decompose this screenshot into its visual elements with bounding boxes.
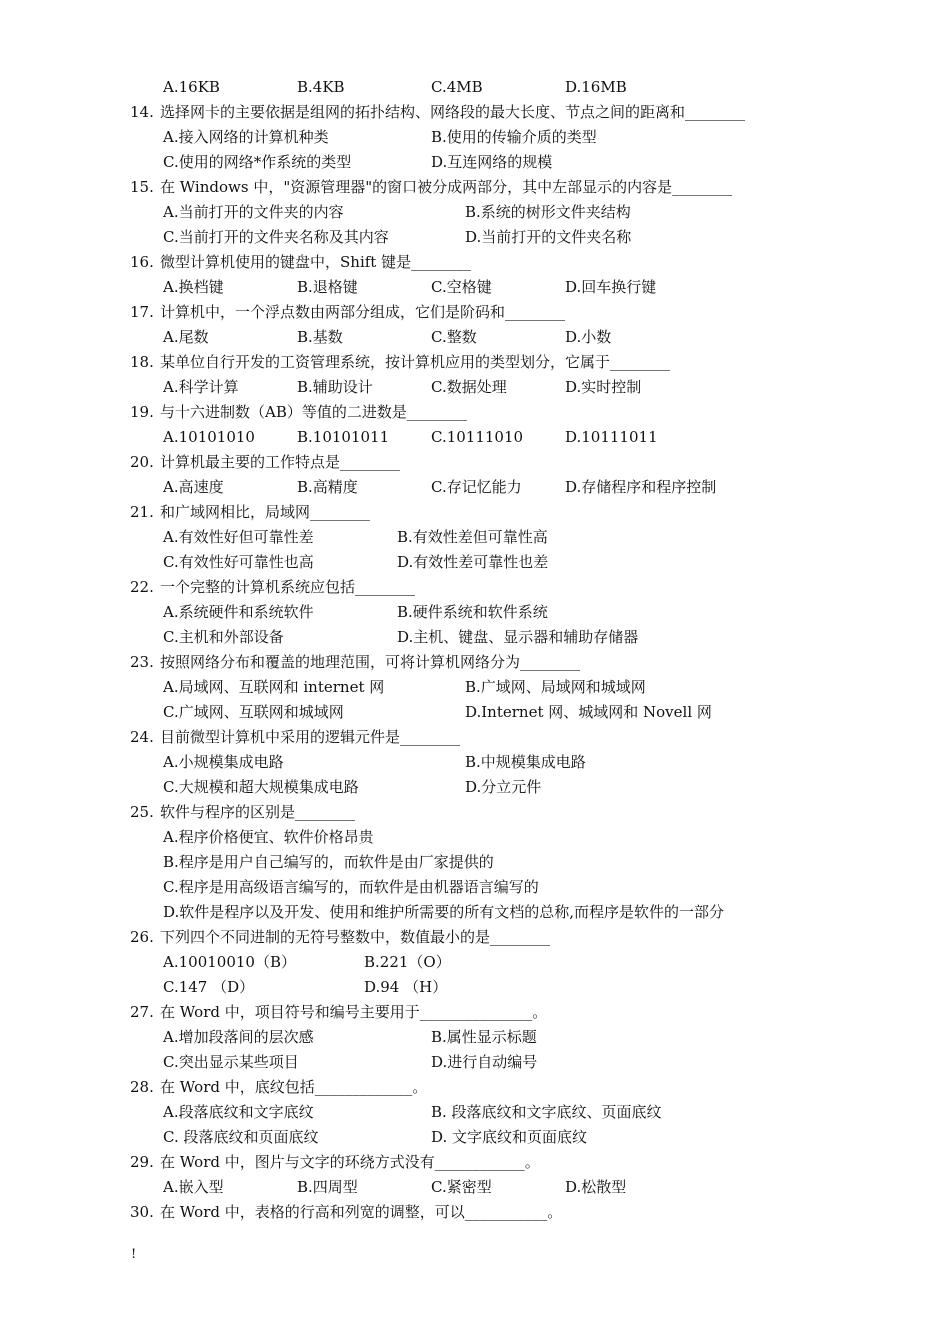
question-stem: 在 Word 中，表格的行高和列宽的调整，可以___________。 [160,1203,563,1221]
option-c: C.广域网、互联网和城域网 [163,703,344,721]
option-c: C.大规模和超大规模集成电路 [163,778,359,796]
option-a: A.高速度 [163,478,224,496]
option-b: B.属性显示标题 [431,1028,537,1046]
question-number: 19. [130,403,154,421]
question-number: 20. [130,453,154,471]
footer-mark: ! [131,1247,137,1262]
option-c: C.有效性好可靠性也高 [163,553,314,571]
question-stem: 计算机中，一个浮点数由两部分组成，它们是阶码和________ [160,303,566,321]
question-stem: 选择网卡的主要依据是组网的拓扑结构、网络段的最大长度、节点之间的距离和________ [160,103,746,121]
option-d: D.实时控制 [565,378,642,396]
question-number: 16. [130,253,154,271]
option-c: C.147 （D） [163,978,255,996]
question-stem: 一个完整的计算机系统应包括________ [160,578,416,596]
option-d: D.主机、键盘、显示器和辅助存储器 [397,628,639,646]
option-d: D.小数 [565,328,612,346]
option-c: C.当前打开的文件夹名称及其内容 [163,228,389,246]
option-c: C.整数 [431,328,477,346]
question-stem: 软件与程序的区别是________ [160,803,356,821]
question-stem: 计算机最主要的工作特点是________ [160,453,401,471]
option-d: D.分立元件 [465,778,542,796]
option-c: C.存记忆能力 [431,478,522,496]
question-number: 25. [130,803,154,821]
option-d: D.94 （H） [364,978,448,996]
option-c: C.使用的网络*作系统的类型 [163,153,352,171]
option-c: C.主机和外部设备 [163,628,284,646]
option-a: A.换档键 [163,278,224,296]
question-number: 28. [130,1078,154,1096]
option-b: B.退格键 [297,278,358,296]
question-number: 26. [130,928,154,946]
option-c: C.空格键 [431,278,492,296]
option-d: D.16MB [565,78,627,96]
question-stem: 下列四个不同进制的无符号整数中，数值最小的是________ [160,928,551,946]
option-b: B.高精度 [297,478,358,496]
option-b: B.中规模集成电路 [465,753,586,771]
option-b: B.221（O） [364,953,451,971]
option-b: B.使用的传输介质的类型 [431,128,597,146]
option-a: A.系统硬件和系统软件 [163,603,314,621]
option-d: D.有效性差可靠性也差 [397,553,549,571]
option-c: C.程序是用高级语言编写的，而软件是由机器语言编写的 [163,878,539,896]
option-a: A.局域网、互联网和 internet 网 [163,678,385,696]
option-d: D.当前打开的文件夹名称 [465,228,632,246]
question-stem: 在 Word 中，图片与文字的环绕方式没有____________。 [160,1153,540,1171]
question-number: 14. [130,103,154,121]
question-number: 21. [130,503,154,521]
option-c: C.4MB [431,78,483,96]
option-a: A.有效性好但可靠性差 [163,528,314,546]
question-stem: 在 Windows 中，"资源管理器"的窗口被分成两部分，其中左部显示的内容是________ [160,178,733,196]
option-b: B.辅助设计 [297,378,373,396]
option-b: B.10101011 [297,428,390,446]
option-d: D.Internet 网、城域网和 Novell 网 [465,703,712,721]
option-d: D.互连网络的规模 [431,153,553,171]
option-a: A.程序价格便宜、软件价格昂贵 [163,828,374,846]
question-stem: 按照网络分布和覆盖的地理范围，可将计算机网络分为________ [160,653,581,671]
question-number: 17. [130,303,154,321]
option-d: D.进行自动编号 [431,1053,538,1071]
option-b: B.程序是用户自己编写的，而软件是由厂家提供的 [163,853,494,871]
option-a: A.增加段落间的层次感 [163,1028,314,1046]
option-b: B.广域网、局域网和城域网 [465,678,646,696]
question-number: 15. [130,178,154,196]
option-a: A.当前打开的文件夹的内容 [163,203,344,221]
question-number: 22. [130,578,154,596]
question-stem: 与十六进制数（AB）等值的二进数是________ [160,403,467,421]
option-c: C.紧密型 [431,1178,492,1196]
option-a: A.小规模集成电路 [163,753,284,771]
option-d: D.松散型 [565,1178,627,1196]
option-c: C.突出显示某些项目 [163,1053,299,1071]
question-stem: 目前微型计算机中采用的逻辑元件是________ [160,728,461,746]
question-number: 24. [130,728,154,746]
question-stem: 微型计算机使用的键盘中，Shift 键是________ [160,253,472,271]
option-c: C. 段落底纹和页面底纹 [163,1128,319,1146]
option-a: A.尾数 [163,328,209,346]
question-number: 18. [130,353,154,371]
option-b: B.四周型 [297,1178,358,1196]
question-number: 29. [130,1153,154,1171]
option-b: B.硬件系统和软件系统 [397,603,548,621]
option-d: D.存储程序和程序控制 [565,478,717,496]
option-a: A.10101010 [163,428,255,446]
option-d: D.10111011 [565,428,658,446]
option-c: C.10111010 [431,428,524,446]
question-number: 27. [130,1003,154,1021]
option-a: A.接入网络的计算机种类 [163,128,329,146]
option-c: C.数据处理 [431,378,507,396]
question-stem: 在 Word 中，项目符号和编号主要用于_______________。 [160,1003,548,1021]
question-number: 30. [130,1203,154,1221]
option-a: A.嵌入型 [163,1178,224,1196]
option-b: B.基数 [297,328,343,346]
option-a: A.科学计算 [163,378,239,396]
option-b: B. 段落底纹和文字底纹、页面底纹 [431,1103,662,1121]
option-a: A.10010010（B） [163,953,296,971]
option-d: D.回车换行键 [565,278,657,296]
option-d: D. 文字底纹和页面底纹 [431,1128,588,1146]
question-stem: 和广域网相比，局域网________ [160,503,371,521]
option-a: A.段落底纹和文字底纹 [163,1103,314,1121]
option-b: B.系统的树形文件夹结构 [465,203,631,221]
question-number: 23. [130,653,154,671]
question-stem: 某单位自行开发的工资管理系统，按计算机应用的类型划分，它属于________ [160,353,671,371]
option-b: B.4KB [297,78,345,96]
question-stem: 在 Word 中，底纹包括_____________。 [160,1078,428,1096]
option-b: B.有效性差但可靠性高 [397,528,548,546]
option-d: D.软件是程序以及开发、使用和维护所需要的所有文档的总称,而程序是软件的一部分 [163,903,725,921]
option-a: A.16KB [163,78,220,96]
